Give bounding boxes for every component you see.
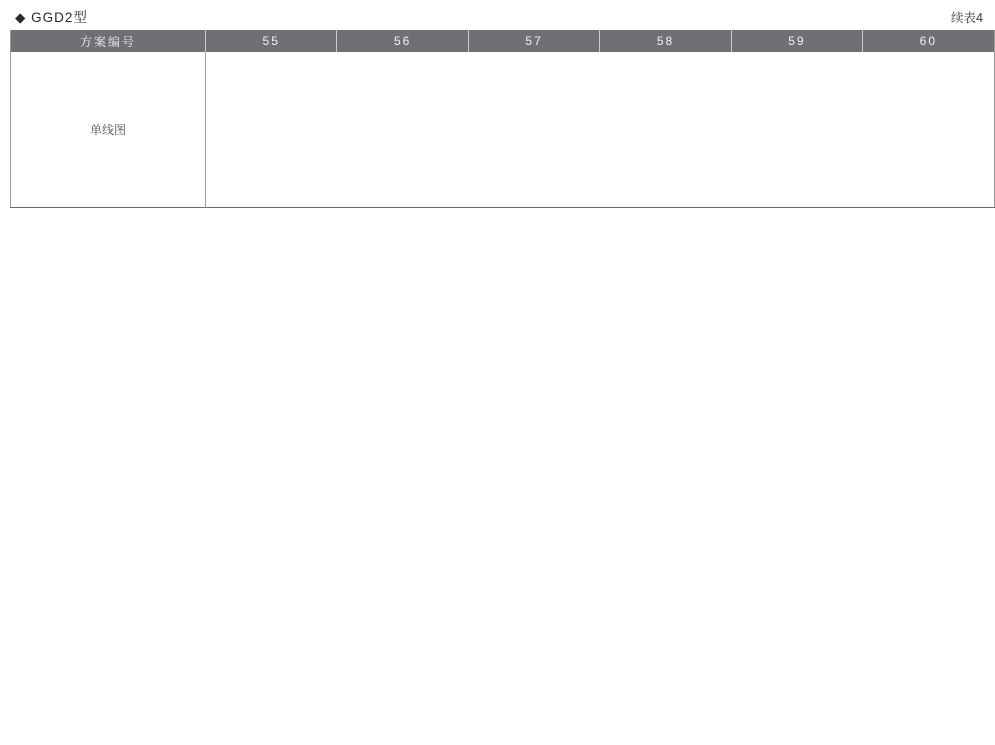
spec-table	[10, 30, 995, 208]
scheme-header-55: 55	[206, 30, 337, 52]
page-title: ◆ GGD2型	[15, 10, 88, 25]
scheme-header-58: 58	[600, 30, 731, 52]
title-bar	[0, 0, 995, 30]
scheme-header-57: 57	[468, 30, 599, 52]
scheme-header-59: 59	[731, 30, 862, 52]
scheme-header-56: 56	[337, 30, 468, 52]
diagram-row-label: 单线图	[11, 52, 206, 207]
single-line-diagram-55	[206, 52, 250, 207]
continuation-note: 续表4	[951, 11, 983, 25]
scheme-header-60: 60	[863, 30, 994, 52]
scheme-header-label: 方案编号	[11, 30, 206, 52]
